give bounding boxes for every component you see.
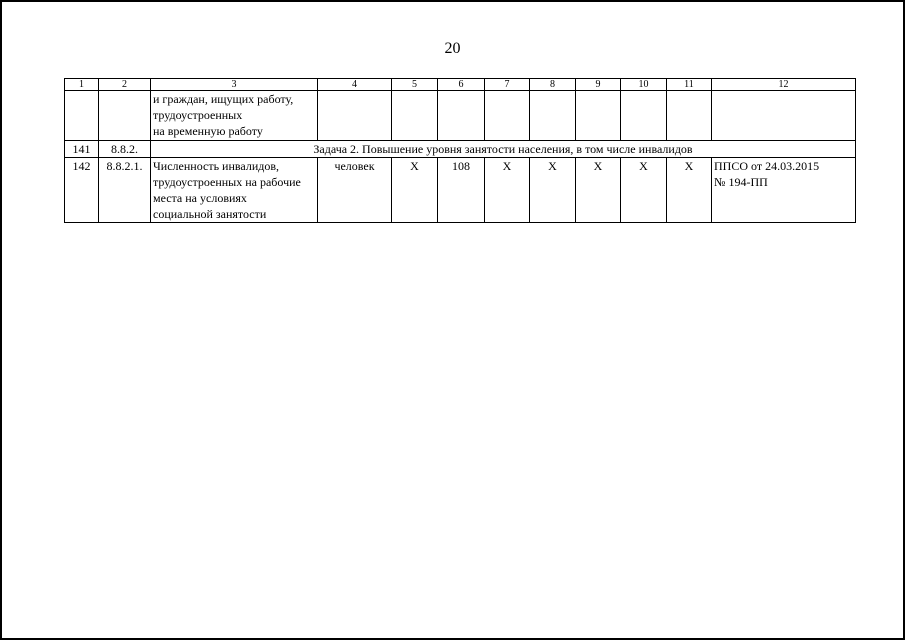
indicators-table (64, 78, 856, 223)
column-header: 7 (485, 79, 530, 91)
row-number: 142 (65, 158, 99, 223)
continuation-row (65, 91, 856, 141)
column-header: 12 (712, 79, 856, 91)
column-header: 3 (151, 79, 318, 91)
row-code: 8.8.2.1. (99, 158, 151, 223)
task-title: Задача 2. Повышение уровня занятости населения, в том числе инвалидов (151, 141, 856, 158)
task-row (65, 141, 856, 158)
table-cell (65, 91, 99, 141)
column-number-row (65, 79, 856, 91)
value-cell: Х (576, 158, 621, 223)
indicator-row (65, 158, 856, 223)
value-cell: 108 (438, 158, 485, 223)
table-cell (485, 91, 530, 141)
value-cell: Х (667, 158, 712, 223)
column-header: 5 (392, 79, 438, 91)
continuation-text: и граждан, ищущих работу, трудоустроенных на временную работу (151, 91, 318, 141)
table-cell (530, 91, 576, 141)
row-number: 141 (65, 141, 99, 158)
column-header: 2 (99, 79, 151, 91)
value-cell: Х (485, 158, 530, 223)
value-cell: Х (392, 158, 438, 223)
column-header: 9 (576, 79, 621, 91)
table-cell (576, 91, 621, 141)
value-cell: Х (530, 158, 576, 223)
column-header: 8 (530, 79, 576, 91)
table-cell (712, 91, 856, 141)
indicator-name: Численность инвалидов, трудоустроенных на рабочие места на условиях социальной занятости (151, 158, 318, 223)
unit-cell: человек (318, 158, 392, 223)
table-cell (392, 91, 438, 141)
table-cell (99, 91, 151, 141)
column-header: 10 (621, 79, 667, 91)
column-header: 1 (65, 79, 99, 91)
column-header: 4 (318, 79, 392, 91)
table-cell (438, 91, 485, 141)
column-header: 6 (438, 79, 485, 91)
source-document: ППСО от 24.03.2015 № 194-ПП (712, 158, 856, 223)
table-cell (318, 91, 392, 141)
row-code: 8.8.2. (99, 141, 151, 158)
page-number: 20 (444, 40, 461, 57)
table-cell (667, 91, 712, 141)
value-cell: Х (621, 158, 667, 223)
table-cell (621, 91, 667, 141)
column-header: 11 (667, 79, 712, 91)
